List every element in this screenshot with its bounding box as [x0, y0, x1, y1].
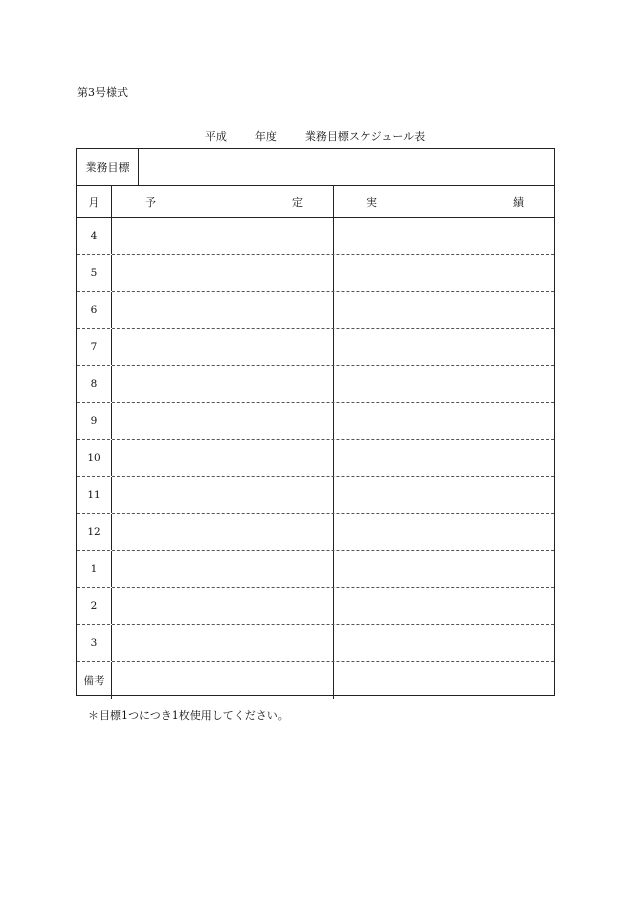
- row-result-cell[interactable]: [334, 625, 554, 661]
- row-month-label: 12: [77, 514, 112, 550]
- row-month-label: 4: [77, 218, 112, 254]
- footnote: ＊目標1つにつき1枚使用してください。: [88, 709, 289, 722]
- title-year: 年度: [254, 130, 277, 143]
- goal-row: [77, 149, 554, 186]
- row-month-label: 8: [77, 366, 112, 402]
- table-header-row: [77, 186, 554, 218]
- table-row: [77, 551, 554, 588]
- row-plan-cell[interactable]: [112, 662, 334, 699]
- row-result-cell[interactable]: [334, 218, 554, 254]
- row-month-label: 6: [77, 292, 112, 328]
- row-plan-cell[interactable]: [112, 477, 334, 513]
- header-month: 月: [77, 186, 112, 217]
- header-plan: [112, 186, 334, 217]
- row-result-cell[interactable]: [334, 551, 554, 587]
- row-plan-cell[interactable]: [112, 625, 334, 661]
- header-plan-left: 予: [145, 195, 156, 209]
- row-month-label: 9: [77, 403, 112, 439]
- row-plan-cell[interactable]: [112, 292, 334, 328]
- header-plan-right: 定: [292, 195, 303, 209]
- table-row: [77, 292, 554, 329]
- row-plan-cell[interactable]: [112, 218, 334, 254]
- header-result-right: 績: [513, 195, 524, 209]
- row-month-label: 7: [77, 329, 112, 365]
- row-result-cell[interactable]: [334, 366, 554, 402]
- table-row: [77, 255, 554, 292]
- row-result-cell[interactable]: [334, 662, 554, 699]
- row-result-cell[interactable]: [334, 588, 554, 624]
- row-month-label: 11: [77, 477, 112, 513]
- row-result-cell[interactable]: [334, 255, 554, 291]
- table-row: [77, 366, 554, 403]
- goal-label: 業務目標: [77, 149, 139, 185]
- row-plan-cell[interactable]: [112, 588, 334, 624]
- document-title: [0, 128, 630, 144]
- row-month-label: 1: [77, 551, 112, 587]
- row-plan-cell[interactable]: [112, 440, 334, 476]
- row-plan-cell[interactable]: [112, 403, 334, 439]
- row-month-label: 2: [77, 588, 112, 624]
- row-result-cell[interactable]: [334, 403, 554, 439]
- row-month-label: 3: [77, 625, 112, 661]
- row-plan-cell[interactable]: [112, 329, 334, 365]
- header-result: [334, 186, 554, 217]
- table-row: [77, 218, 554, 255]
- table-row: [77, 662, 554, 699]
- table-row: [77, 403, 554, 440]
- row-result-cell[interactable]: [334, 292, 554, 328]
- table-row: [77, 440, 554, 477]
- schedule-table: [76, 148, 555, 696]
- table-row: [77, 329, 554, 366]
- header-result-left: 実: [366, 195, 377, 209]
- table-row: [77, 477, 554, 514]
- row-plan-cell[interactable]: [112, 366, 334, 402]
- form-number: 第3号様式: [77, 86, 128, 99]
- row-month-label: 備考: [77, 662, 112, 699]
- row-result-cell[interactable]: [334, 477, 554, 513]
- row-result-cell[interactable]: [334, 329, 554, 365]
- row-month-label: 5: [77, 255, 112, 291]
- title-era: 平成: [204, 130, 227, 143]
- row-plan-cell[interactable]: [112, 255, 334, 291]
- row-result-cell[interactable]: [334, 514, 554, 550]
- row-result-cell[interactable]: [334, 440, 554, 476]
- goal-field[interactable]: [139, 149, 554, 185]
- row-plan-cell[interactable]: [112, 551, 334, 587]
- table-row: [77, 625, 554, 662]
- table-row: [77, 514, 554, 551]
- table-row: [77, 588, 554, 625]
- row-plan-cell[interactable]: [112, 514, 334, 550]
- row-month-label: 10: [77, 440, 112, 476]
- title-name: 業務目標スケジュール表: [304, 130, 426, 143]
